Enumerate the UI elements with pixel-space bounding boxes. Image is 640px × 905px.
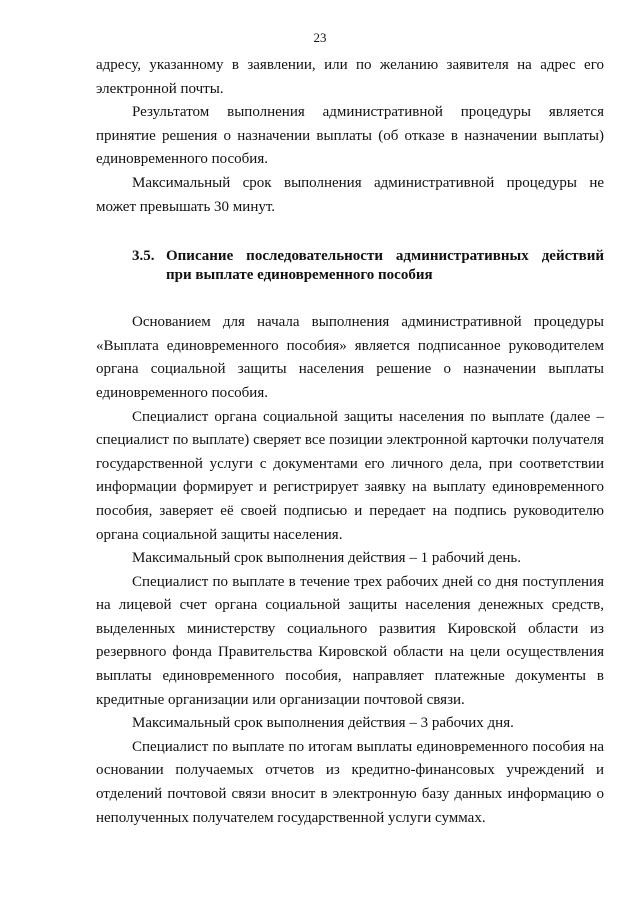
paragraph: Основанием для начала выполнения административной процедуры «Выплата единовременного пособия» является подписанное руководителем органа социальной защиты населения решение о назначении выплаты единовременного пособия. [96, 314, 604, 401]
page-number: 23 [313, 30, 327, 45]
paragraph: Специалист по выплате в течение трех рабочих дней со дня поступления на лицевой счет органа социальной защиты населения денежных средств, выделенных министерству социального развития Кировской области из резервного фонда Правительства Кировской области на цели осуществления выплаты единовременного пособия, направляет платежные документы в кредитные организации или организации почтовой связи. [96, 573, 604, 708]
paragraph: Специалист органа социальной защиты населения по выплате (далее – специалист по выплате) сверяет все позиции электронной карточки получателя государственной услуги с документами его личного дела, при соответствии информации формирует и регистрирует заявку на выплату единовременного пособия, заверяет её своей подписью и передает на подпись руководителю органа социальной защиты населения. [96, 408, 604, 543]
paragraph: Специалист по выплате по итогам выплаты единовременного пособия на основании получаемых отчетов из кредитно-финансовых учреждений и отделений почтовой связи вносит в электронную базу данных информацию о неполученных получателем государственной услуги суммах. [96, 738, 604, 826]
section-heading [132, 247, 604, 285]
paragraph: Максимальный срок выполнения административной процедуры не может превышать 30 минут. [96, 174, 604, 215]
section-number: 3.5. [132, 248, 155, 265]
paragraph: Максимальный срок выполнения действия – 1 рабочий день. [132, 550, 521, 567]
paragraph: адресу, указанному в заявлении, или по желанию заявителя на адрес его электронной почты. [96, 57, 604, 97]
document-body [96, 54, 604, 830]
paragraph: Максимальный срок выполнения действия – 3 рабочих дня. [132, 715, 514, 732]
section-title: Описание последовательности административных действий при выплате единовременного пособия [166, 248, 604, 284]
paragraph: Результатом выполнения административной процедуры является принятие решения о назначении выплаты (об отказе в назначении выплаты) единовременного пособия. [96, 104, 604, 168]
